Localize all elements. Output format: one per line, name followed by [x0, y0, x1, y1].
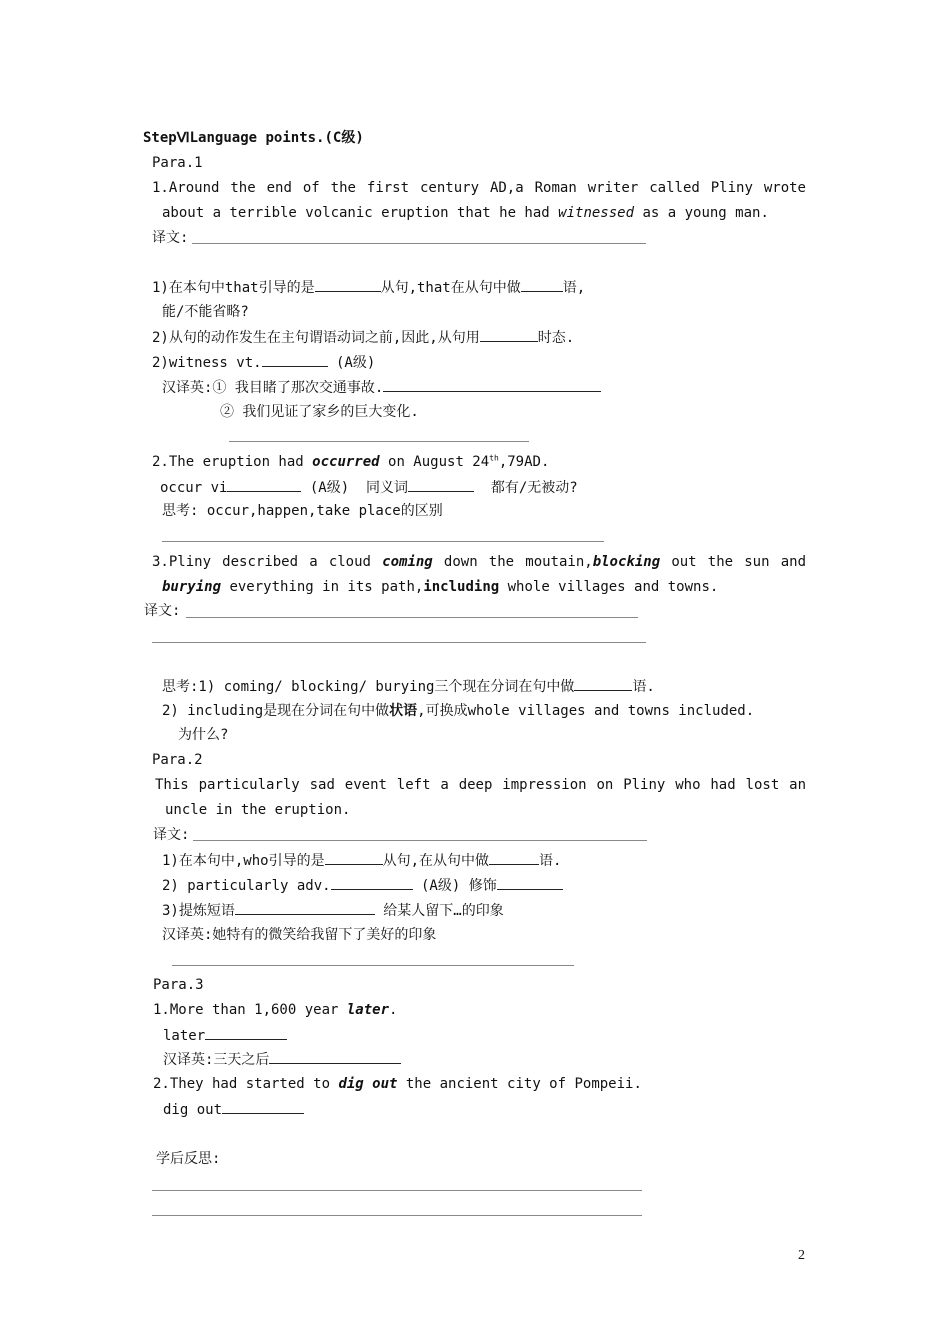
para3-sentence1: 1.More than 1,600 year later.: [153, 1002, 398, 1018]
para2-sentence-line1: This particularly sad event left a deep impression on Pliny who had lost an: [155, 777, 806, 793]
blank[interactable]: [408, 478, 474, 492]
occur-item: occur vi (A级) 同义词 都有/无被动?: [160, 480, 578, 496]
para1-sentence3-line2: burying everything in its path,including whole villages and towns.: [162, 579, 719, 595]
witness-item: 2)witness vt. (A级): [152, 355, 376, 371]
blank[interactable]: [331, 876, 413, 890]
para2-translation-blank[interactable]: [193, 840, 647, 841]
para1-translation2-label: 译文:: [144, 603, 181, 619]
blank[interactable]: [325, 851, 383, 865]
para1-sentence1-line2: about a terrible volcanic eruption that he had witnessed as a young man.: [162, 205, 769, 221]
dig-out-item: dig out: [163, 1100, 304, 1119]
blank[interactable]: [315, 278, 381, 292]
para1-question2: 2)从句的动作发生在主句谓语动词之前,因此,从句用 时态.: [152, 330, 575, 346]
blank[interactable]: [521, 278, 563, 292]
think-occur-blank[interactable]: [162, 541, 604, 542]
witness-translation-blank[interactable]: [229, 441, 529, 442]
blank[interactable]: [497, 876, 563, 890]
think-participles: 思考:1) coming/ blocking/ burying三个现在分词在句中做 语.: [162, 679, 655, 695]
section-heading: StepⅥLanguage points.(C级): [143, 130, 364, 146]
blank[interactable]: [205, 1026, 287, 1040]
blank[interactable]: [489, 851, 539, 865]
think-including: 2) including是现在分词在句中做状语,可换成whole villages and towns included.: [162, 703, 755, 719]
para1-translation-blank[interactable]: [192, 243, 646, 244]
para1-translation-label: 译文:: [152, 230, 189, 246]
reflection-label: 学后反思:: [156, 1151, 221, 1167]
para2-task-blank[interactable]: [172, 965, 574, 966]
blank[interactable]: [262, 353, 328, 367]
para1-question1: 1)在本句中that引导的是 从句,that在从句中做 语,: [152, 280, 586, 296]
para2-sentence-line2: uncle in the eruption.: [165, 802, 351, 818]
reflection-line-1[interactable]: [152, 1190, 642, 1191]
para3-label: Para.3: [153, 977, 204, 993]
think-occur: 思考: occur,happen,take place的区别: [162, 503, 443, 519]
later-translation: 汉译英:三天之后: [163, 1050, 401, 1069]
blank[interactable]: [222, 1100, 304, 1114]
para1-translation2-blank[interactable]: [186, 617, 638, 618]
think-including-why: 为什么?: [178, 727, 229, 743]
para2-translation-task: 汉译英:她特有的微笑给我留下了美好的印象: [162, 927, 437, 943]
para3-sentence2: 2.They had started to dig out the ancient city of Pompeii.: [153, 1076, 642, 1092]
para2-question1: 1)在本句中,who引导的是 从句,在从句中做 语.: [162, 853, 562, 869]
blank[interactable]: [480, 328, 538, 342]
blank[interactable]: [235, 901, 375, 915]
reflection-line-2[interactable]: [152, 1215, 642, 1216]
para2-question3: 3)提炼短语 给某人留下…的印象: [162, 903, 504, 919]
para1-label: Para.1: [152, 155, 203, 171]
later-item: later: [163, 1026, 287, 1045]
para2-question2: 2) particularly adv. (A级) 修饰: [162, 876, 563, 895]
para2-translation-label: 译文:: [153, 827, 190, 843]
blank[interactable]: [269, 1050, 401, 1064]
witness-translation-2: ② 我们见证了家乡的巨大变化.: [220, 404, 419, 420]
blank[interactable]: [383, 378, 601, 392]
para2-label: Para.2: [152, 752, 203, 768]
page-number: 2: [798, 1248, 805, 1263]
witness-translation-1: 汉译英:① 我目睹了那次交通事故.: [162, 378, 601, 397]
para1-sentence3-line1: 3.Pliny described a cloud coming down the moutain,blocking out the sun and: [152, 554, 806, 570]
para1-sentence1-line1: 1.Around the end of the first century AD,a Roman writer called Pliny wrote: [152, 180, 806, 196]
blank[interactable]: [227, 478, 301, 492]
para1-question1-cont: 能/不能省略?: [162, 304, 249, 320]
para1-translation2-blank2[interactable]: [152, 642, 646, 643]
blank[interactable]: [574, 677, 632, 691]
para1-sentence2: 2.The eruption had occurred on August 24th,79AD.: [152, 453, 550, 470]
